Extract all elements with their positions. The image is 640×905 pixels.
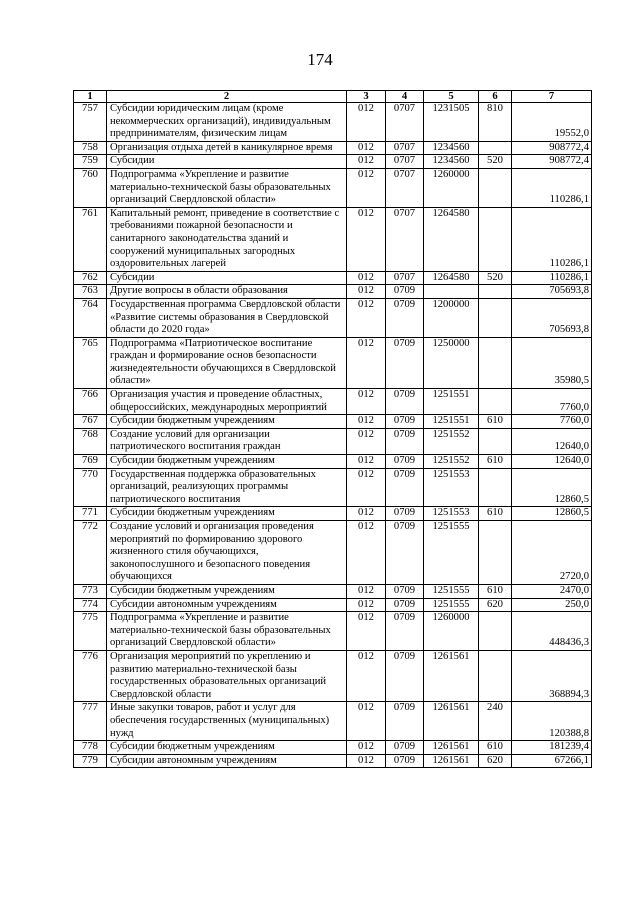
row-code-3: 012 [347, 428, 386, 454]
header-col-5: 5 [424, 91, 479, 103]
row-sum: 7760,0 [512, 415, 592, 429]
row-code-4: 0709 [386, 598, 424, 612]
row-sum: 368894,3 [512, 650, 592, 701]
row-number: 759 [74, 155, 107, 169]
row-sum: 908772,4 [512, 141, 592, 155]
row-number: 777 [74, 702, 107, 741]
row-code-5: 1251551 [424, 415, 479, 429]
row-code-4: 0709 [386, 389, 424, 415]
table-row [74, 285, 592, 299]
table-row [74, 521, 592, 585]
row-name: Субсидии [107, 155, 347, 169]
row-name: Субсидии юридическим лицам (кроме некоммерческих организаций), индивидуальным предпринимателям, физическим лицам [107, 103, 347, 142]
row-code-5: 1260000 [424, 168, 479, 207]
row-number: 758 [74, 141, 107, 155]
row-code-6 [479, 141, 512, 155]
header-col-4: 4 [386, 91, 424, 103]
header-col-7: 7 [512, 91, 592, 103]
row-code-3: 012 [347, 507, 386, 521]
header-col-1: 1 [74, 91, 107, 103]
table-row [74, 741, 592, 755]
row-code-5: 1261561 [424, 650, 479, 701]
row-sum: 67266,1 [512, 754, 592, 768]
row-code-5: 1251553 [424, 507, 479, 521]
row-code-6 [479, 468, 512, 507]
row-sum: 12640,0 [512, 455, 592, 469]
row-number: 760 [74, 168, 107, 207]
header-col-6: 6 [479, 91, 512, 103]
row-code-3: 012 [347, 415, 386, 429]
row-code-3: 012 [347, 168, 386, 207]
row-sum: 705693,8 [512, 298, 592, 337]
row-code-5: 1234560 [424, 155, 479, 169]
row-code-4: 0709 [386, 455, 424, 469]
row-code-6 [479, 428, 512, 454]
row-code-5: 1251555 [424, 584, 479, 598]
page-number: 174 [307, 50, 333, 69]
table-row [74, 754, 592, 768]
row-number: 779 [74, 754, 107, 768]
row-code-6 [479, 521, 512, 585]
row-sum: 12640,0 [512, 428, 592, 454]
row-code-4: 0707 [386, 141, 424, 155]
row-number: 764 [74, 298, 107, 337]
row-sum: 705693,8 [512, 285, 592, 299]
row-name: Субсидии автономным учреждениям [107, 754, 347, 768]
row-sum: 19552,0 [512, 103, 592, 142]
budget-table [73, 90, 592, 768]
table-header-row [74, 91, 592, 103]
row-code-6: 810 [479, 103, 512, 142]
row-name: Организация участия и проведение областных, общероссийских, международных мероприятий [107, 389, 347, 415]
row-code-4: 0707 [386, 155, 424, 169]
row-code-6: 620 [479, 598, 512, 612]
row-name: Организация отдыха детей в каникулярное время [107, 141, 347, 155]
table-row [74, 584, 592, 598]
row-code-3: 012 [347, 455, 386, 469]
row-name: Субсидии бюджетным учреждениям [107, 415, 347, 429]
row-code-6 [479, 285, 512, 299]
table-row [74, 612, 592, 651]
row-code-4: 0709 [386, 468, 424, 507]
row-code-4: 0709 [386, 612, 424, 651]
row-name: Субсидии [107, 271, 347, 285]
row-number: 757 [74, 103, 107, 142]
row-number: 776 [74, 650, 107, 701]
row-code-4: 0709 [386, 298, 424, 337]
row-code-5: 1251555 [424, 598, 479, 612]
row-code-6: 610 [479, 415, 512, 429]
row-code-6: 240 [479, 702, 512, 741]
table-row [74, 468, 592, 507]
row-name: Подпрограмма «Укрепление и развитие материально-технической базы образовательных организаций Свердловской области» [107, 168, 347, 207]
row-code-3: 012 [347, 584, 386, 598]
row-sum: 2720,0 [512, 521, 592, 585]
row-code-5: 1251552 [424, 428, 479, 454]
row-sum: 110286,1 [512, 207, 592, 271]
row-code-3: 012 [347, 754, 386, 768]
row-code-6: 610 [479, 507, 512, 521]
row-code-3: 012 [347, 207, 386, 271]
row-code-5: 1264580 [424, 207, 479, 271]
row-sum: 12860,5 [512, 507, 592, 521]
table-row [74, 141, 592, 155]
row-code-4: 0709 [386, 584, 424, 598]
table-row [74, 103, 592, 142]
row-code-3: 012 [347, 389, 386, 415]
row-code-3: 012 [347, 612, 386, 651]
row-name: Субсидии бюджетным учреждениям [107, 741, 347, 755]
row-code-5: 1251552 [424, 455, 479, 469]
row-sum: 12860,5 [512, 468, 592, 507]
row-code-5 [424, 285, 479, 299]
row-name: Создание условий для организации патриотического воспитания граждан [107, 428, 347, 454]
row-code-6: 620 [479, 754, 512, 768]
row-code-6 [479, 650, 512, 701]
row-number: 769 [74, 455, 107, 469]
row-code-5: 1234560 [424, 141, 479, 155]
row-code-3: 012 [347, 702, 386, 741]
row-number: 775 [74, 612, 107, 651]
row-code-4: 0707 [386, 207, 424, 271]
row-code-5: 1260000 [424, 612, 479, 651]
row-name: Организация мероприятий по укреплению и развитию материально-технической базы государственных образовательных организаций Свердловской области [107, 650, 347, 701]
row-code-3: 012 [347, 650, 386, 701]
row-number: 763 [74, 285, 107, 299]
row-name: Подпрограмма «Патриотическое воспитание граждан и формирование основ безопасности жизнедеятельности обучающихся в Свердловской области» [107, 337, 347, 388]
table-row [74, 155, 592, 169]
row-code-5: 1251553 [424, 468, 479, 507]
row-number: 762 [74, 271, 107, 285]
row-name: Иные закупки товаров, работ и услуг для обеспечения государственных (муниципальных) нужд [107, 702, 347, 741]
row-name: Субсидии бюджетным учреждениям [107, 584, 347, 598]
row-name: Субсидии автономным учреждениям [107, 598, 347, 612]
row-code-6: 610 [479, 741, 512, 755]
table-row [74, 415, 592, 429]
row-code-5: 1261561 [424, 702, 479, 741]
row-sum: 2470,0 [512, 584, 592, 598]
row-code-4: 0707 [386, 168, 424, 207]
table-row [74, 650, 592, 701]
row-code-5: 1231505 [424, 103, 479, 142]
row-code-6 [479, 612, 512, 651]
row-sum: 250,0 [512, 598, 592, 612]
row-code-3: 012 [347, 468, 386, 507]
row-sum: 7760,0 [512, 389, 592, 415]
row-code-5: 1200000 [424, 298, 479, 337]
row-code-5: 1261561 [424, 754, 479, 768]
row-name: Государственная поддержка образовательных организаций, реализующих программы патриотического воспитания [107, 468, 347, 507]
row-code-4: 0707 [386, 271, 424, 285]
row-number: 767 [74, 415, 107, 429]
row-name: Капитальный ремонт, приведение в соответствие с требованиями пожарной безопасности и санитарного законодательства зданий и сооружений муниципальных загородных оздоровительных лагерей [107, 207, 347, 271]
row-code-6: 610 [479, 584, 512, 598]
row-code-5: 1251551 [424, 389, 479, 415]
row-number: 771 [74, 507, 107, 521]
row-number: 774 [74, 598, 107, 612]
table-body [74, 103, 592, 768]
row-code-6 [479, 207, 512, 271]
row-code-3: 012 [347, 521, 386, 585]
row-number: 761 [74, 207, 107, 271]
row-code-3: 012 [347, 141, 386, 155]
row-code-4: 0709 [386, 754, 424, 768]
row-sum: 448436,3 [512, 612, 592, 651]
row-code-6 [479, 168, 512, 207]
row-code-6: 520 [479, 155, 512, 169]
table-row [74, 389, 592, 415]
row-number: 772 [74, 521, 107, 585]
table-row [74, 598, 592, 612]
row-code-6: 610 [479, 455, 512, 469]
row-code-5: 1250000 [424, 337, 479, 388]
row-code-4: 0709 [386, 337, 424, 388]
row-code-6 [479, 337, 512, 388]
row-code-6 [479, 389, 512, 415]
row-number: 766 [74, 389, 107, 415]
row-sum: 181239,4 [512, 741, 592, 755]
row-code-3: 012 [347, 298, 386, 337]
row-sum: 120388,8 [512, 702, 592, 741]
row-code-5: 1261561 [424, 741, 479, 755]
row-code-4: 0709 [386, 415, 424, 429]
table-row [74, 455, 592, 469]
table-row [74, 702, 592, 741]
row-sum: 110286,1 [512, 271, 592, 285]
table-row [74, 271, 592, 285]
header-col-3: 3 [347, 91, 386, 103]
row-code-4: 0709 [386, 650, 424, 701]
row-code-3: 012 [347, 741, 386, 755]
table-row [74, 507, 592, 521]
row-code-5: 1251555 [424, 521, 479, 585]
row-code-4: 0709 [386, 741, 424, 755]
row-sum: 110286,1 [512, 168, 592, 207]
row-code-4: 0709 [386, 428, 424, 454]
row-code-3: 012 [347, 598, 386, 612]
row-name: Государственная программа Свердловской области «Развитие системы образования в Свердловской области до 2020 года» [107, 298, 347, 337]
table-row [74, 428, 592, 454]
row-name: Подпрограмма «Укрепление и развитие материально-технической базы образовательных организаций Свердловской области» [107, 612, 347, 651]
row-number: 778 [74, 741, 107, 755]
row-code-3: 012 [347, 103, 386, 142]
row-code-4: 0709 [386, 521, 424, 585]
row-number: 773 [74, 584, 107, 598]
row-code-3: 012 [347, 271, 386, 285]
table-row [74, 207, 592, 271]
row-code-6 [479, 298, 512, 337]
table-row [74, 168, 592, 207]
row-code-5: 1264580 [424, 271, 479, 285]
row-code-3: 012 [347, 337, 386, 388]
row-number: 765 [74, 337, 107, 388]
row-number: 770 [74, 468, 107, 507]
row-code-4: 0709 [386, 702, 424, 741]
row-sum: 908772,4 [512, 155, 592, 169]
row-code-4: 0709 [386, 507, 424, 521]
row-name: Создание условий и организация проведения мероприятий по формированию здорового жизненного стиля обучающихся, законопослушного и безопасного поведения обучающихся [107, 521, 347, 585]
row-code-4: 0707 [386, 103, 424, 142]
row-name: Субсидии бюджетным учреждениям [107, 455, 347, 469]
row-code-4: 0709 [386, 285, 424, 299]
row-number: 768 [74, 428, 107, 454]
row-code-6: 520 [479, 271, 512, 285]
header-col-2: 2 [107, 91, 347, 103]
row-sum: 35980,5 [512, 337, 592, 388]
table-row [74, 337, 592, 388]
row-name: Субсидии бюджетным учреждениям [107, 507, 347, 521]
row-name: Другие вопросы в области образования [107, 285, 347, 299]
row-code-3: 012 [347, 285, 386, 299]
row-code-3: 012 [347, 155, 386, 169]
table-row [74, 298, 592, 337]
